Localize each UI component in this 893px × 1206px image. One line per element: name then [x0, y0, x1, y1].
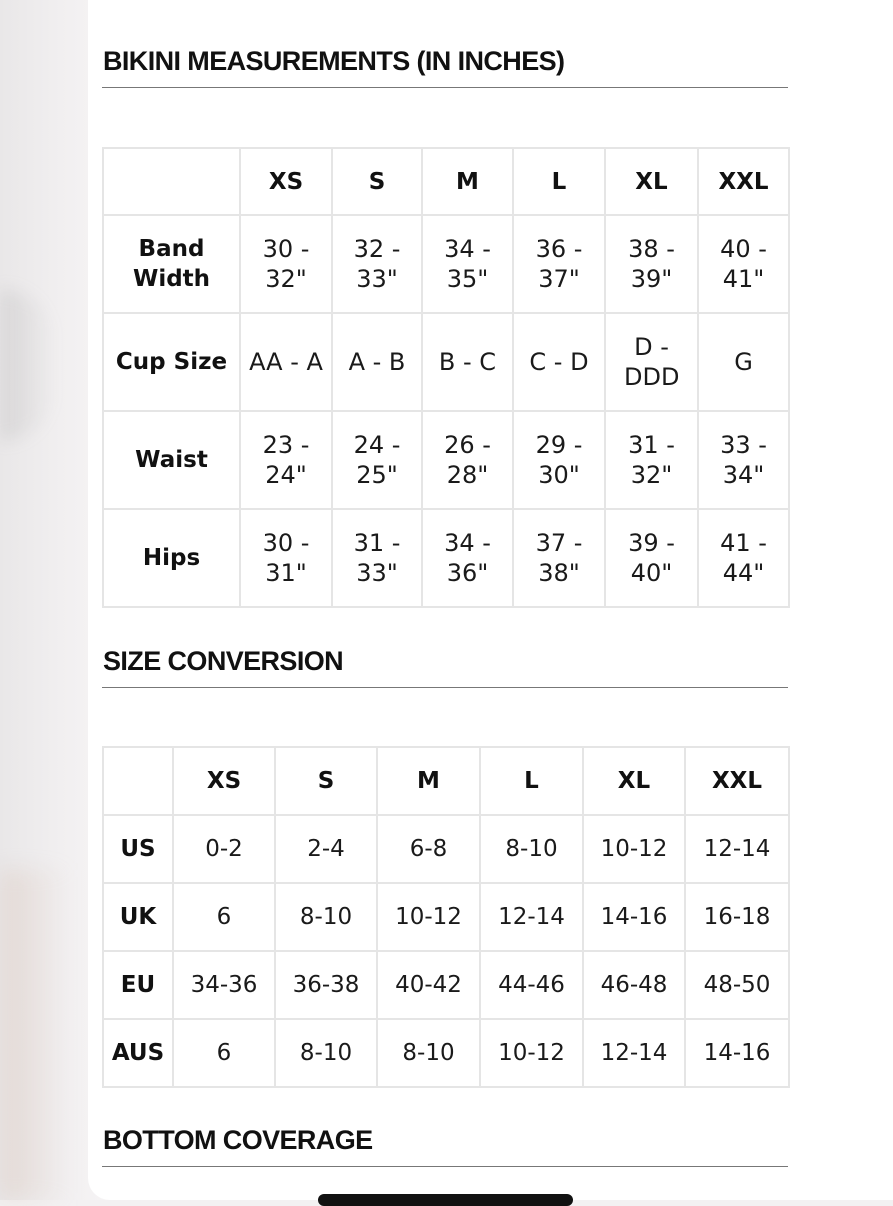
measurements-header-row [103, 148, 789, 215]
measurement-cell: 23 - 24" [240, 411, 332, 509]
coverage-title: BOTTOM COVERAGE [103, 1125, 373, 1155]
measurements-corner-cell [103, 148, 240, 215]
conversion-size-header: L [480, 747, 583, 815]
measurement-cell: 32 - 33" [332, 215, 422, 313]
conversion-cell: 12-14 [583, 1019, 685, 1087]
conversion-cell: 2-4 [275, 815, 377, 883]
measurements-row-label: Band Width [103, 215, 240, 313]
conversion-cell: 8-10 [480, 815, 583, 883]
coverage-title-divider [102, 1166, 788, 1167]
measurements-row-band-width [103, 215, 789, 313]
measurement-cell: 24 - 25" [332, 411, 422, 509]
measurement-cell: 39 - 40" [605, 509, 698, 607]
measurement-cell: A - B [332, 313, 422, 411]
home-indicator[interactable] [318, 1194, 573, 1206]
conversion-row-eu [103, 951, 789, 1019]
conversion-cell: 12-14 [685, 815, 789, 883]
measurement-cell: C - D [513, 313, 605, 411]
measurements-row-waist [103, 411, 789, 509]
conversion-corner-cell [103, 747, 173, 815]
measurement-cell: AA - A [240, 313, 332, 411]
measurement-cell: 34 - 35" [422, 215, 513, 313]
measurements-size-header: XXL [698, 148, 789, 215]
conversion-cell: 14-16 [685, 1019, 789, 1087]
conversion-row-label: UK [103, 883, 173, 951]
conversion-cell: 44-46 [480, 951, 583, 1019]
measurement-cell: 40 - 41" [698, 215, 789, 313]
background-warm-tint [0, 870, 70, 1200]
measurement-cell: 36 - 37" [513, 215, 605, 313]
measurement-cell: B - C [422, 313, 513, 411]
conversion-row-us [103, 815, 789, 883]
measurements-title-divider [102, 87, 788, 88]
conversion-header-row [103, 747, 789, 815]
measurement-cell: 31 - 33" [332, 509, 422, 607]
measurements-size-header: M [422, 148, 513, 215]
measurements-size-header: S [332, 148, 422, 215]
conversion-cell: 6 [173, 883, 275, 951]
measurements-row-label: Hips [103, 509, 240, 607]
conversion-cell: 10-12 [583, 815, 685, 883]
conversion-cell: 8-10 [377, 1019, 480, 1087]
conversion-row-uk [103, 883, 789, 951]
conversion-cell: 0-2 [173, 815, 275, 883]
conversion-cell: 6 [173, 1019, 275, 1087]
conversion-cell: 14-16 [583, 883, 685, 951]
measurement-cell: 30 - 32" [240, 215, 332, 313]
measurement-cell: 30 - 31" [240, 509, 332, 607]
conversion-cell: 6-8 [377, 815, 480, 883]
measurement-cell: 34 - 36" [422, 509, 513, 607]
conversion-cell: 10-12 [480, 1019, 583, 1087]
measurement-cell: 26 - 28" [422, 411, 513, 509]
conversion-table [102, 746, 790, 1088]
conversion-cell: 16-18 [685, 883, 789, 951]
conversion-size-header: S [275, 747, 377, 815]
measurement-cell: 37 - 38" [513, 509, 605, 607]
conversion-row-label: US [103, 815, 173, 883]
measurement-cell: 38 - 39" [605, 215, 698, 313]
measurement-cell: G [698, 313, 789, 411]
measurements-row-hips [103, 509, 789, 607]
measurement-cell: 31 - 32" [605, 411, 698, 509]
conversion-row-label: AUS [103, 1019, 173, 1087]
conversion-cell: 34-36 [173, 951, 275, 1019]
measurements-size-header: XL [605, 148, 698, 215]
measurements-size-header: XS [240, 148, 332, 215]
conversion-cell: 48-50 [685, 951, 789, 1019]
conversion-size-header: XXL [685, 747, 789, 815]
measurements-size-header: L [513, 148, 605, 215]
conversion-title: SIZE CONVERSION [103, 646, 344, 676]
conversion-cell: 36-38 [275, 951, 377, 1019]
measurement-cell: 41 - 44" [698, 509, 789, 607]
measurements-row-label: Cup Size [103, 313, 240, 411]
conversion-row-label: EU [103, 951, 173, 1019]
conversion-cell: 8-10 [275, 883, 377, 951]
measurements-row-label: Waist [103, 411, 240, 509]
conversion-cell: 46-48 [583, 951, 685, 1019]
measurement-cell: 33 - 34" [698, 411, 789, 509]
conversion-cell: 8-10 [275, 1019, 377, 1087]
conversion-cell: 12-14 [480, 883, 583, 951]
conversion-cell: 10-12 [377, 883, 480, 951]
conversion-title-divider [102, 687, 788, 688]
conversion-size-header: XL [583, 747, 685, 815]
measurement-cell: D - DDD [605, 313, 698, 411]
conversion-size-header: M [377, 747, 480, 815]
measurements-title: BIKINI MEASUREMENTS (IN INCHES) [103, 46, 565, 76]
conversion-cell: 40-42 [377, 951, 480, 1019]
conversion-row-aus [103, 1019, 789, 1087]
measurement-cell: 29 - 30" [513, 411, 605, 509]
measurements-row-cup-size [103, 313, 789, 411]
conversion-size-header: XS [173, 747, 275, 815]
measurements-table [102, 147, 790, 608]
